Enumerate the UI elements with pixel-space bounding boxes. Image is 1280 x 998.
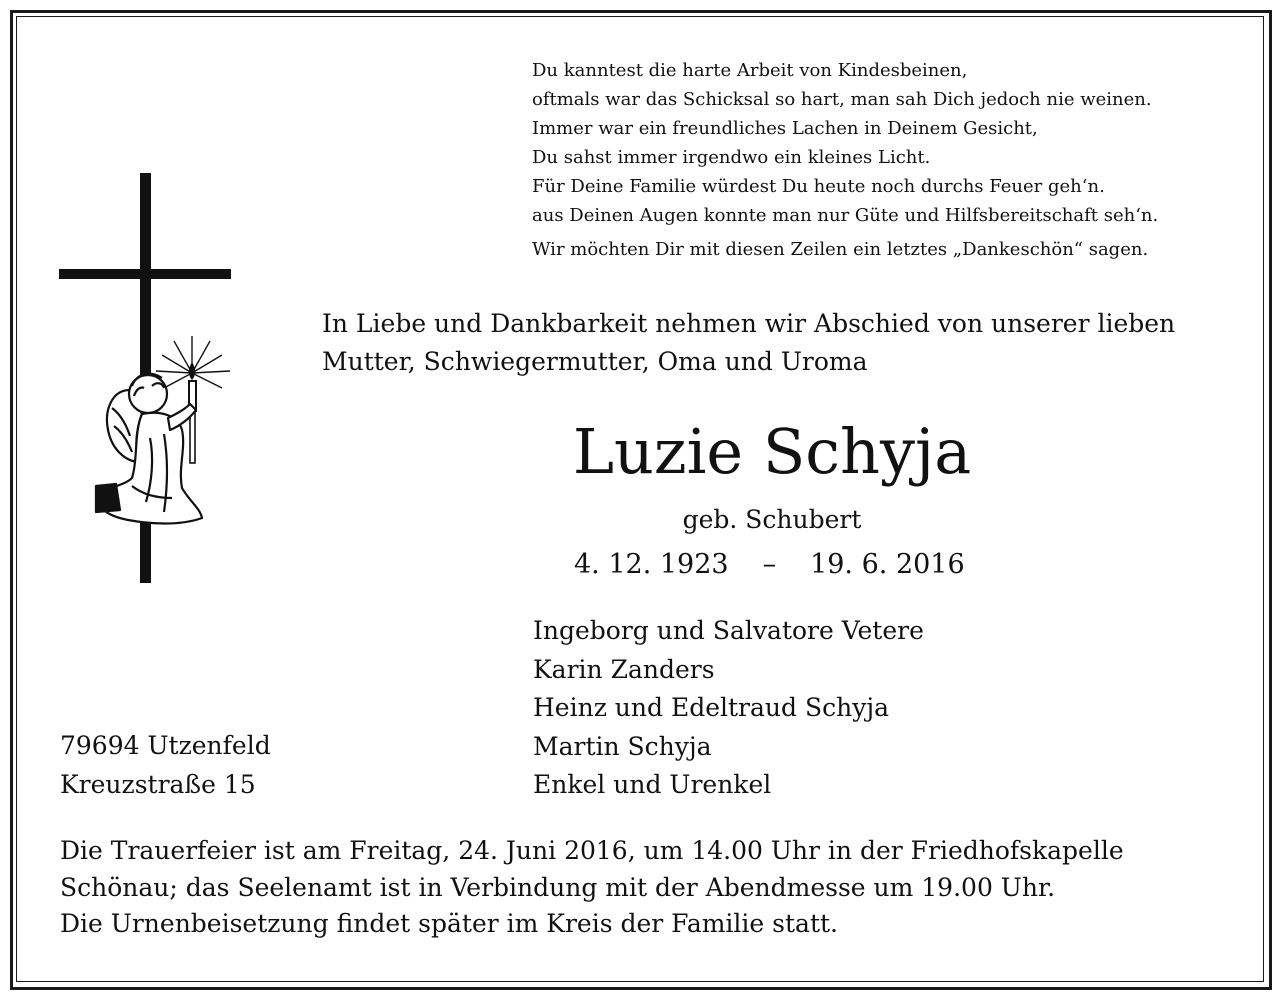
address-street: Kreuzstraße 15	[60, 769, 256, 799]
life-dates	[574, 545, 965, 585]
death-date: 19. 6. 2016	[810, 549, 965, 580]
memorial-poem	[532, 56, 1232, 264]
mourner-entry: Karin Zanders	[533, 654, 715, 684]
family-address	[60, 727, 271, 804]
poem-line: aus Deinen Augen konnte man nur Güte und Hilfsbereitschaft seh‘n.	[532, 205, 1159, 226]
notice-line: Die Urnenbeisetzung findet später im Kreis der Familie statt.	[60, 909, 838, 938]
birth-date: 4. 12. 1923	[574, 549, 729, 580]
intro-line-1: In Liebe und Dankbarkeit nehmen wir Abschied von unserer lieben	[322, 309, 1176, 338]
poem-line: Immer war ein freundliches Lachen in Deinem Gesicht,	[532, 118, 1038, 139]
mourner-entry: Martin Schyja	[533, 731, 712, 761]
mourner-entry: Heinz und Edeltraud Schyja	[533, 693, 889, 722]
maiden-name: geb. Schubert	[682, 505, 862, 534]
intro-line-2: Mutter, Schwiegermutter, Oma und Uroma	[322, 347, 868, 376]
poem-closing-line: Wir möchten Dir mit diesen Zeilen ein letztes „Dankeschön“ sagen.	[532, 239, 1149, 260]
funeral-notice	[60, 833, 1124, 943]
mourner-entry: Enkel und Urenkel	[533, 770, 772, 799]
poem-line: Du kanntest die harte Arbeit von Kindesbeinen,	[532, 60, 968, 81]
address-city: 79694 Utzenfeld	[60, 731, 271, 760]
poem-line: Für Deine Familie würdest Du heute noch durchs Feuer geh‘n.	[532, 176, 1105, 197]
mourner-entry: Ingeborg und Salvatore Vetere	[533, 616, 924, 645]
date-separator: –	[762, 549, 777, 580]
deceased-name: Luzie Schyja	[572, 415, 972, 488]
farewell-intro	[322, 305, 1175, 381]
poem-line: Du sahst immer irgendwo ein kleines Licht.	[532, 147, 931, 168]
notice-line: Die Trauerfeier ist am Freitag, 24. Juni 2016, um 14.00 Uhr in der Friedhofskapelle	[60, 836, 1124, 865]
notice-line: Schönau; das Seelenamt ist in Verbindung mit der Abendmesse um 19.00 Uhr.	[60, 872, 1056, 902]
mourners-list	[533, 612, 924, 805]
poem-line: oftmals war das Schicksal so hart, man sah Dich jedoch nie weinen.	[532, 89, 1152, 110]
